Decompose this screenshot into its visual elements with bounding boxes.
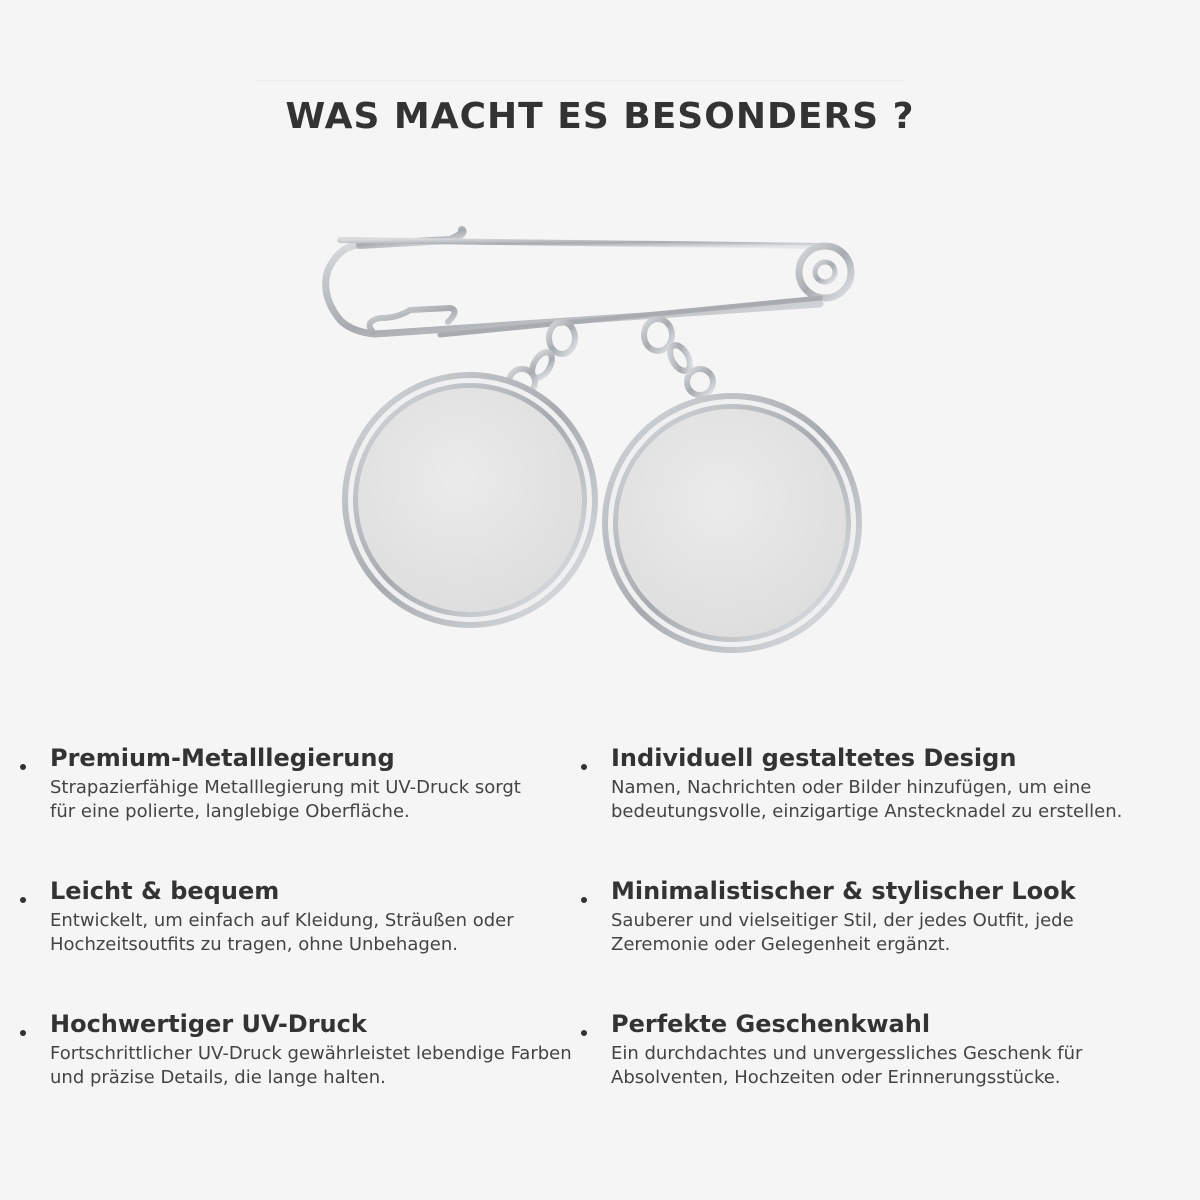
feature-uv-print [20, 1008, 580, 1090]
feature-title: Minimalistischer & stylischer Look [611, 877, 1076, 905]
bullet-icon [581, 897, 587, 903]
feature-text: Namen, Nachrichten oder Bilder hinzufügen, um eine bedeutungsvolle, einzigartige Anstecknadel zu erstellen. [611, 777, 1123, 822]
page-title: WAS MACHT ES BESONDERS ? [285, 96, 915, 137]
feature-title: Perfekte Geschenkwahl [611, 1010, 931, 1038]
feature-text: Entwickelt, um einfach auf Kleidung, Sträußen oder Hochzeitsoutfits zu tragen, ohne Unbehagen. [50, 910, 514, 955]
feature-title: Premium-Metalllegierung [50, 744, 395, 772]
bullet-icon [20, 897, 26, 903]
feature-text: Sauberer und vielseitiger Stil, der jedes Outfit, jede Zeremonie oder Gelegenheit ergänzt. [611, 910, 1074, 955]
bullet-icon [20, 1030, 26, 1036]
feature-text: Ein durchdachtes und unvergessliches Geschenk für Absolventen, Hochzeiten oder Erinnerungsstücke. [611, 1043, 1083, 1088]
top-divider [255, 80, 905, 81]
feature-premium-metal [20, 742, 580, 824]
feature-text: Fortschrittlicher UV-Druck gewährleistet lebendige Farben und präzise Details, die lange halten. [50, 1043, 572, 1088]
feature-light-comfortable [20, 875, 580, 957]
feature-title: Leicht & bequem [50, 877, 280, 905]
feature-minimalist-look [581, 875, 1141, 957]
feature-title: Hochwertiger UV-Druck [50, 1010, 367, 1038]
feature-title: Individuell gestaltetes Design [611, 744, 1017, 772]
feature-custom-design [581, 742, 1141, 824]
safety-pin-icon [326, 230, 851, 335]
bullet-icon [20, 764, 26, 770]
round-charm-icon [602, 319, 862, 653]
product-image [300, 210, 900, 690]
bullet-icon [581, 764, 587, 770]
feature-text: Strapazierfähige Metalllegierung mit UV-Druck sorgt für eine polierte, langlebige Oberfläche. [50, 777, 521, 822]
bullet-icon [581, 1030, 587, 1036]
round-charm-icon [342, 322, 598, 628]
feature-gift-choice [581, 1008, 1141, 1090]
